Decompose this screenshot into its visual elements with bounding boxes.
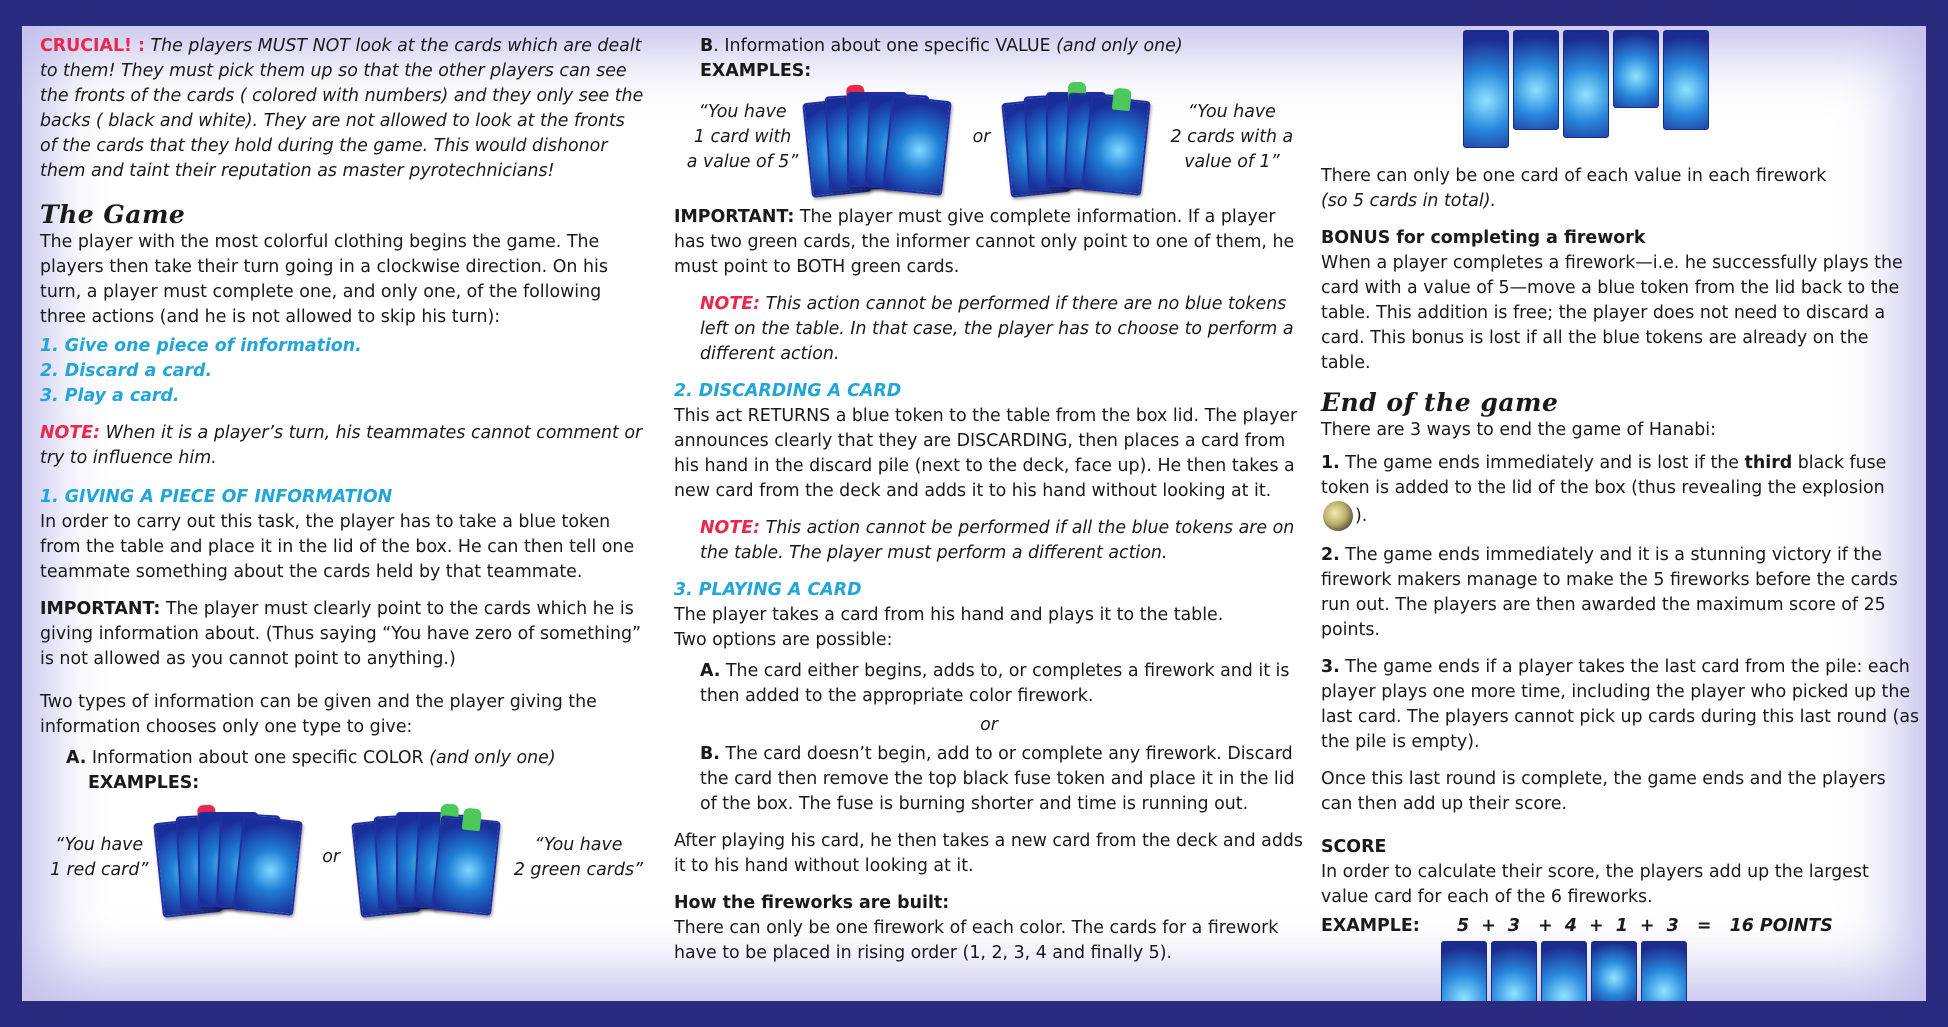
action-item-2: 2. Discard a card. (40, 361, 213, 381)
note2-label: NOTE: (700, 518, 761, 538)
note2-text: This action cannot be performed if all the blue tokens are on the table. The player must perform a different action. (700, 518, 1295, 563)
giving-heading: 1. GIVING A PIECE OF INFORMATION (40, 487, 393, 507)
discard-heading: 2. DISCARDING A CARD (674, 381, 902, 401)
option-b-text: The card doesn’t begin, add to or complete any firework. Discard the card then remove the top black fuse token and place it in the lid of the box. The fuse is burning shorter and time is running out. (700, 744, 1295, 814)
value-1-quote-line1: “You have (1187, 102, 1276, 122)
firework-display-bottom (1441, 941, 1921, 1001)
bonus-paragraph: When a player completes a firework—i.e. he successfully plays the card with a value of 5—move a blue token from the lid back to the table. This addition is free; the player does not need to discard a card. This bonus is lost if all the blue tokens are already on the table. (1321, 253, 1903, 373)
end1-text-a: The game ends immediately and is lost if the (1345, 453, 1740, 473)
explosion-icon (1323, 501, 1353, 531)
giving-paragraph: In order to carry out this task, the player has to take a blue token from the table and place it in the lid of the box. He can then tell one teammate something about the cards held by that teammate. (40, 512, 635, 582)
a-label: A. (66, 748, 87, 768)
game-paragraph: The player with the most colorful clothing begins the game. The players then take their turn going in a clockwise direction. On his turn, a player must complete one, and only one, of the following three actions (and he is not allowed to skip his turn): (40, 232, 608, 327)
end-rule-1 (1321, 451, 1921, 531)
example-label: EXAMPLE: (1321, 916, 1420, 936)
value-5-quote-line1: “You have (698, 102, 787, 122)
red-card-quote-line2: 1 red card” (49, 859, 149, 880)
firework-stack (1591, 941, 1637, 1001)
firework-card (1463, 30, 1509, 148)
note-label: NOTE: (40, 423, 101, 443)
action-item-1: 1. Give one piece of information. (40, 336, 362, 356)
firework-stack (1641, 941, 1687, 1001)
bonus-heading: BONUS for completing a firework (1321, 228, 1646, 248)
crucial-paragraph (40, 34, 645, 184)
value-5-quote-line3: a value of 5” (686, 152, 799, 172)
hand-card (234, 815, 304, 916)
or-text-options: or (980, 715, 998, 735)
actions-list (40, 334, 645, 409)
end2-label: 2. (1321, 545, 1340, 565)
important-paragraph-middle (674, 205, 1304, 280)
play-heading: 3. PLAYING A CARD (674, 580, 862, 600)
firework-card (1491, 941, 1537, 1001)
firework-display-top (1463, 30, 1921, 152)
crucial-text: The players MUST NOT look at the cards which are dealt to them! They must pick them up so that the other players can see the fronts of the cards ( colored with numbers) and they only see the backs ( black and white). They are not allowed to look at the fronts of the cards that they hold during the game. This would dishonor them and taint their reputation as master pyrotechnicians! (40, 36, 644, 181)
end-rule-3 (1321, 655, 1921, 755)
action-item-3: 3. Play a card. (40, 386, 180, 406)
firework-stack (1663, 30, 1709, 130)
note1-paragraph (674, 292, 1304, 367)
one-card-paragraph (1321, 164, 1921, 214)
end-heading: End of the game (1321, 388, 1559, 417)
once-paragraph: Once this last round is complete, the game ends and the players can then add up their score. (1321, 769, 1886, 814)
one-card-text: There can only be one card of each value in each firework (1321, 166, 1827, 186)
pointing-hand-icon (1112, 87, 1132, 111)
pointing-hand-icon (462, 807, 482, 831)
red-card-quote (40, 833, 158, 883)
firework-card (1563, 30, 1609, 138)
important-label-middle: IMPORTANT: (674, 207, 795, 227)
value-info-line (674, 34, 1304, 59)
firework-stack (1563, 30, 1609, 138)
b-text: . Information about one specific VALUE (713, 36, 1051, 56)
firework-stack (1463, 30, 1509, 148)
firework-card (1441, 941, 1487, 1001)
note2-paragraph (674, 516, 1304, 566)
end-rule-2 (1321, 543, 1921, 643)
crucial-label: CRUCIAL! : (40, 36, 145, 56)
hand-card (882, 95, 952, 196)
rulebook-page (22, 26, 1926, 1001)
important-paragraph (40, 597, 645, 672)
score-example (1321, 914, 1921, 939)
color-info-line (40, 746, 645, 771)
end1-label: 1. (1321, 453, 1340, 473)
end3-label: 3. (1321, 657, 1340, 677)
firework-stack (1441, 941, 1487, 1001)
firework-stack (1541, 941, 1587, 1001)
red-card-quote-line1: “You have (55, 834, 144, 855)
play-text-2: Two options are possible: (674, 630, 893, 650)
value-1-quote (1164, 100, 1299, 175)
note-paragraph (40, 421, 645, 471)
card-hand-green (356, 800, 504, 915)
examples-label-middle: EXAMPLES: (700, 61, 812, 81)
value-5-quote-line2: 1 card with (693, 127, 792, 147)
end-intro: There are 3 ways to end the game of Hanabi: (1321, 420, 1716, 440)
hand-card (1082, 95, 1152, 196)
column-middle (674, 34, 1304, 966)
important-label: IMPORTANT: (40, 599, 161, 619)
end1-bold: third (1744, 453, 1793, 473)
end1-close: ). (1355, 506, 1368, 526)
value-5-quote (679, 100, 807, 175)
note1-text: This action cannot be performed if there are no blue tokens left on the table. In that case, the player has to choose to perform a different action. (700, 294, 1294, 364)
after-paragraph: After playing his card, he then takes a new card from the deck and adds it to his hand without looking at it. (674, 831, 1303, 876)
important-text: The player must clearly point to the cards which he is giving information about. (Thus saying “You have zero of something” is not allowed as you cannot point to anything.) (40, 599, 642, 669)
firework-card (1663, 30, 1709, 130)
play-text-1: The player takes a card from his hand and plays it to the table. (674, 605, 1224, 625)
score-heading: SCORE (1321, 837, 1387, 857)
value-examples (674, 80, 1304, 195)
example-formula: 5 + 3 + 4 + 1 + 3 = 16 POINTS (1457, 916, 1833, 936)
note1-label: NOTE: (700, 294, 761, 314)
end1-text-b: black fuse token is added to the lid of the box (thus revealing the explosion (1321, 453, 1887, 498)
discard-paragraph: This act RETURNS a blue token to the table from the box lid. The player announces clearly that they are DISCARDING, then places a card from his hand in the discard pile (next to the deck, face up). He then takes a new card from the deck and adds it to his hand without looking at it. (674, 406, 1298, 501)
green-card-quote-line1: “You have (534, 834, 623, 855)
game-heading: The Game (40, 200, 186, 229)
firework-card (1513, 30, 1559, 130)
option-b-label: B. (700, 744, 720, 764)
option-a-label: A. (700, 661, 721, 681)
important-text-middle: The player must give complete information. If a player has two green cards, the informer cannot only point to one of them, he must point to BOTH green cards. (674, 207, 1295, 277)
firework-card (1641, 941, 1687, 1001)
color-examples (40, 800, 645, 915)
green-card-quote-line2: 2 green cards” (513, 859, 644, 880)
score-paragraph: In order to calculate their score, the players add up the largest value card for each of the 6 fireworks. (1321, 862, 1869, 907)
or-text-middle: or (972, 127, 991, 147)
value-1-quote-line3: value of 1” (1184, 152, 1280, 172)
column-left (40, 34, 645, 915)
option-a-text: The card either begins, adds to, or completes a firework and it is then added to the appropriate color firework. (700, 661, 1290, 706)
column-right (1321, 34, 1921, 1001)
firework-card (1591, 941, 1637, 1001)
types-paragraph: Two types of information can be given and the player giving the information chooses only one type to give: (40, 692, 597, 737)
a-italic: (and only one) (429, 748, 556, 768)
examples-label-left: EXAMPLES: (88, 773, 200, 793)
hand-card (431, 815, 501, 916)
card-hand-value1 (1006, 80, 1156, 195)
option-b (674, 742, 1304, 817)
or-text: or (322, 847, 340, 867)
card-hand-value5 (807, 80, 957, 195)
firework-stack (1513, 30, 1559, 130)
how-heading: How the fireworks are built: (674, 893, 950, 913)
firework-stack (1613, 30, 1659, 108)
b-label: B (700, 36, 714, 56)
card-hand-red (158, 800, 306, 915)
firework-stack (1491, 941, 1537, 1001)
b-italic: (and only one) (1056, 36, 1183, 56)
one-card-italic: (so 5 cards in total). (1321, 191, 1497, 211)
value-1-quote-line2: 2 cards with a (1170, 127, 1294, 147)
end2-text: The game ends immediately and it is a stunning victory if the firework makers manage to make the 5 fireworks before the cards run out. The players are then awarded the maximum score of 25 points. (1321, 545, 1898, 640)
firework-card (1613, 30, 1659, 108)
a-text: Information about one specific COLOR (91, 748, 424, 768)
green-card-quote (512, 833, 645, 883)
note-text: When it is a player’s turn, his teammates cannot comment or try to influence him. (40, 423, 643, 468)
end3-text: The game ends if a player takes the last card from the pile: each player plays one more time, including the player who picked up the last card. The players cannot pick up cards during this last round (as the pile is empty). (1321, 657, 1920, 752)
firework-card (1541, 941, 1587, 1001)
how-paragraph: There can only be one firework of each color. The cards for a firework have to be placed in rising order (1, 2, 3, 4 and finally 5). (674, 918, 1279, 963)
option-a (674, 659, 1304, 709)
